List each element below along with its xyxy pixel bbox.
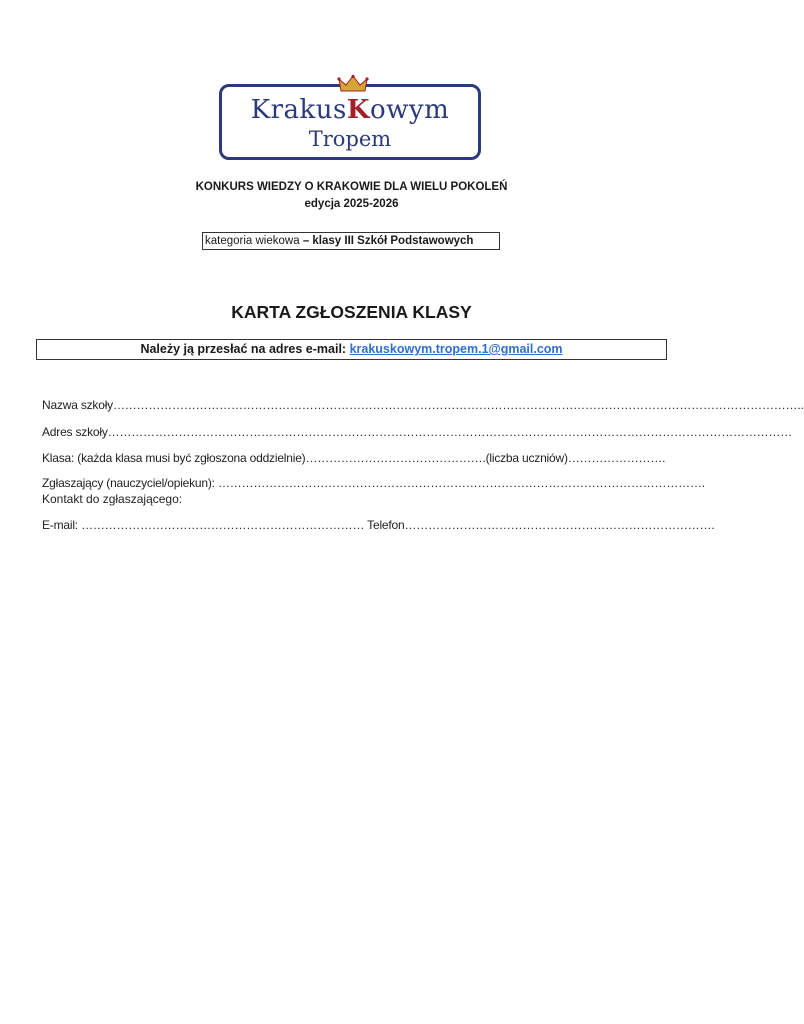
form-title: KARTA ZGŁOSZENIA KLASY <box>231 302 472 322</box>
logo-subtitle: Tropem <box>308 127 392 151</box>
logo-title-part2: owym <box>370 95 450 125</box>
crown-icon <box>338 75 368 93</box>
contact-label: Kontakt do zgłaszającego: <box>42 492 183 506</box>
logo <box>219 84 481 160</box>
logo-title-part1: Krakus <box>250 95 347 125</box>
class-field[interactable]: Klasa: (każda klasa musi być zgłoszona oddzielnie)……………………………………….(liczba uczniów)……………………. <box>42 451 666 465</box>
contact-email-phone-field[interactable]: E-mail: ……………………………………………………………… Telefon……………………………………………………………………. <box>42 518 715 532</box>
logo-title-k: K <box>346 95 371 125</box>
school-name-field[interactable]: Nazwa szkoły………………………………………………………………………………………………………………………………………………………….. <box>42 398 804 412</box>
email-prompt: Należy ją przesłać na adres e-mail: <box>140 342 350 356</box>
logo-title <box>222 95 478 125</box>
contest-edition: edycja 2025-2026 <box>304 198 399 210</box>
email-instruction-box <box>36 339 667 360</box>
contest-title: KONKURS WIEDZY O KRAKOWIE DLA WIELU POKOLEŃ <box>195 181 508 193</box>
school-address-field[interactable]: Adres szkoły………………………………………………………………………………………………………………………………………………………… <box>42 425 793 439</box>
applicant-field[interactable]: Zgłaszający (nauczyciel/opiekun): ……………………………………………………………………………………………………………. <box>42 476 705 490</box>
category-label: kategoria wiekowa <box>205 235 303 247</box>
age-category-box <box>202 232 500 250</box>
category-value: – klasy III Szkół Podstawowych <box>302 235 474 247</box>
email-link[interactable]: krakuskowym.tropem.1@gmail.com <box>349 342 563 356</box>
